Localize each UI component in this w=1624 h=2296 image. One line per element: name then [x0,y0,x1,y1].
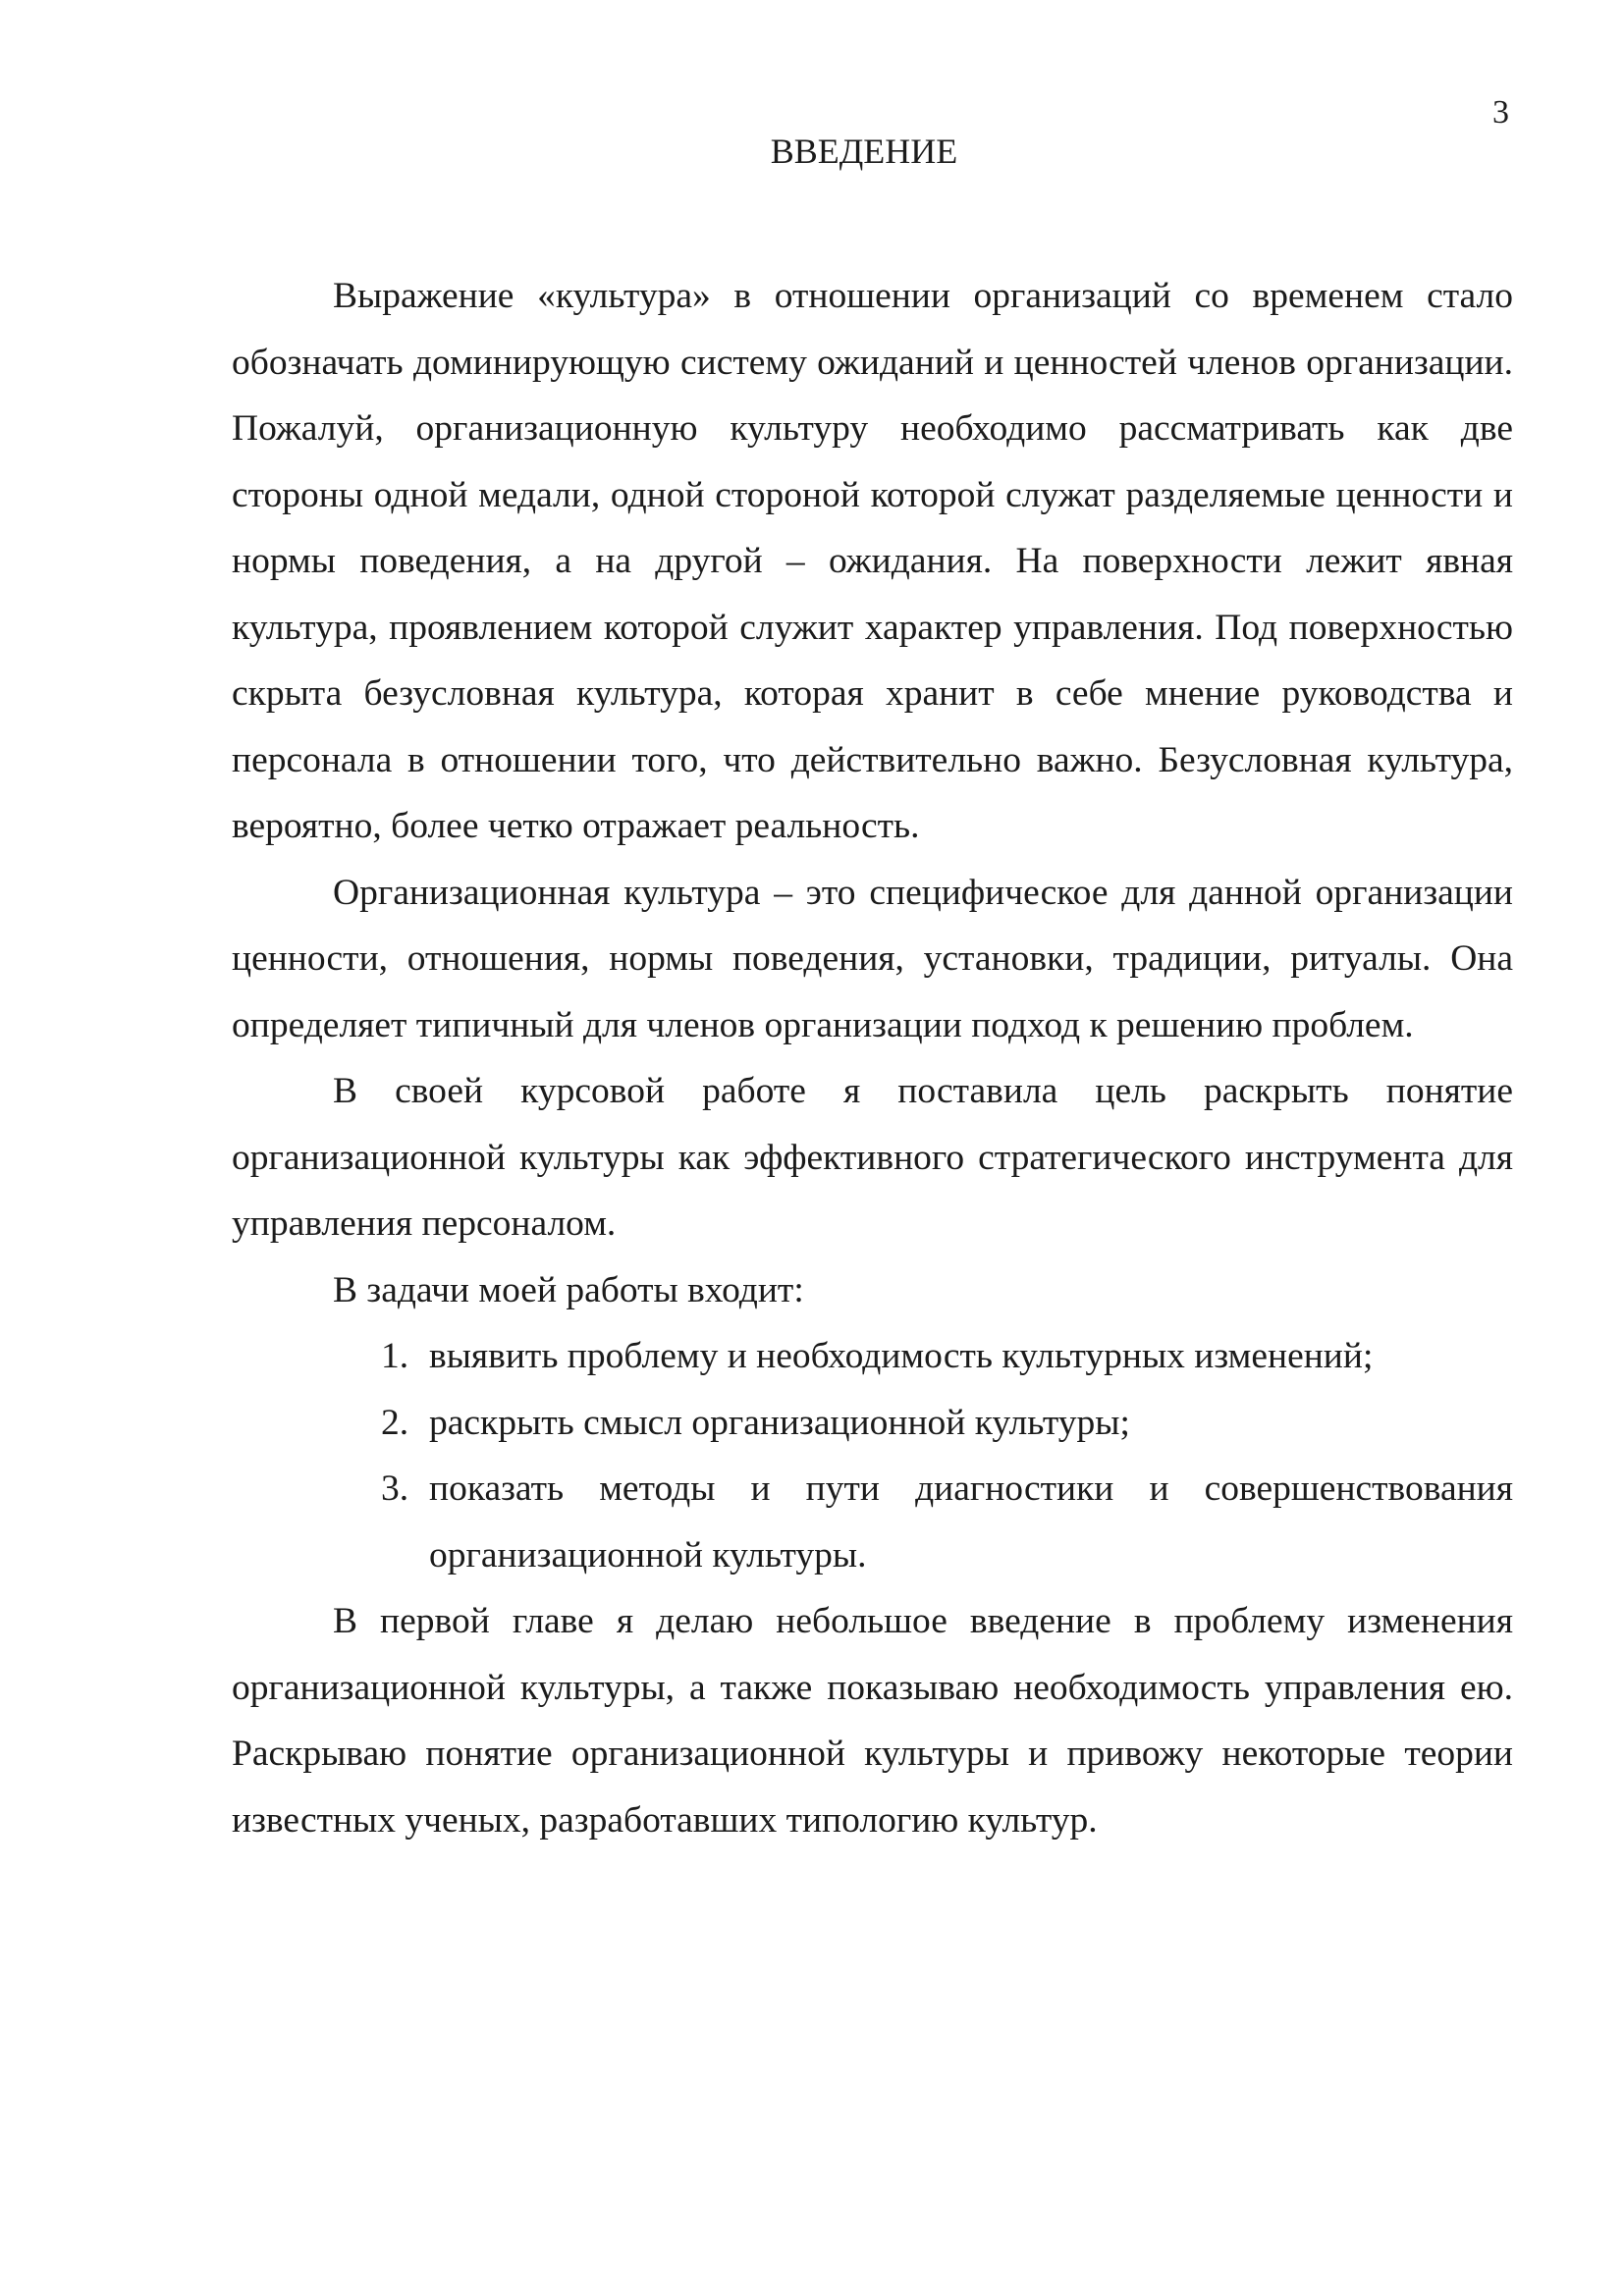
paragraph-work-goal: В своей курсовой работе я поставила цель раскрыть понятие организационной культуры как эффективного стратегического инструмента для управления персоналом. [232,1071,1513,1244]
page-number: 3 [1492,94,1509,131]
paragraph-tasks-intro: В задачи моей работы входит: [333,1269,804,1310]
list-item [232,1323,1513,1390]
list-item-text: раскрыть смысл организационной культуры; [429,1402,1130,1443]
document-body [232,263,1513,1853]
list-item [232,1390,1513,1457]
list-item-number: 2. [381,1402,409,1443]
paragraph-first-chapter: В первой главе я делаю небольшое введение в проблему изменения организационной культуры, а также показываю необходимость управления ею. Раскрываю понятие организационной культуры и привожу некоторые теории известных ученых, разработавших типологию культур. [232,1601,1513,1841]
list-item [232,1456,1513,1588]
list-item-number: 3. [381,1468,409,1509]
list-item-text: выявить проблему и необходимость культурных изменений; [429,1336,1374,1376]
list-item-number: 1. [381,1336,409,1376]
task-list [232,1323,1513,1588]
paragraph-organizational-culture: Организационная культура – это специфическое для данной организации ценности, отношения, нормы поведения, установки, традиции, ритуалы. Она определяет типичный для членов организации подход к решению проблем. [232,872,1513,1045]
page-title: ВВЕДЕНИЕ [770,132,958,171]
paragraph-culture-definition: Выражение «культура» в отношении организаций со временем стало обозначать доминирующую систему ожиданий и ценностей членов организации. Пожалуй, организационную культуру необходимо рассматривать как две стороны одной медали, одной стороной которой служат разделяемые ценности и нормы поведения, а на другой – ожидания. На поверхности лежит явная культура, проявлением которой служит характер управления. Под поверхностью скрыта безусловная культура, которая хранит в себе мнение руководства и персонала в отношении того, что действительно важно. Безусловная культура, вероятно, более четко отражает реальность. [232,276,1513,846]
list-item-text: показать методы и пути диагностики и совершенствования организационной культуры. [429,1468,1513,1575]
